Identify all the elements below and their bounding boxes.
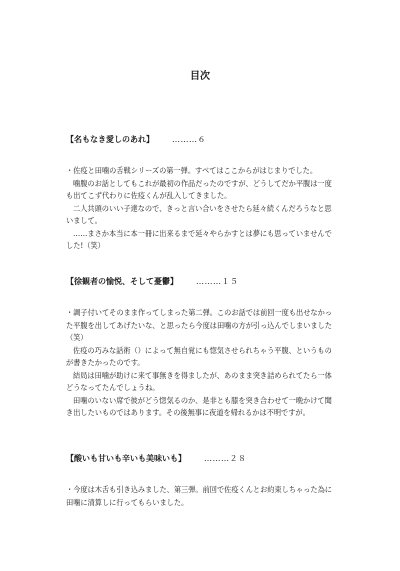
toc-entry-1 [66, 135, 338, 253]
entry-title: 【酸いも甘いも辛いも美味いも】 [66, 454, 186, 463]
entry-paragraph: ……まさか本当に本一冊に出来るまで延々やらかすとは夢にも思っていませんでした!（笑） [66, 228, 332, 250]
entry-heading [66, 454, 338, 464]
page-title: 目次 [190, 71, 210, 82]
entry-paragraph: 噛腹のお話としてもこれが最初の作品だったのですが、どうしてだか平腹は一度も出てこず代わりに佐疫くんが乱入してきました。 [66, 178, 332, 200]
entry-paragraph: 佐疫の巧みな話術（）によって無自覚にも惚気させられちゃう平腹、というものが書きたかったのです。 [66, 345, 332, 367]
entry-paragraph: ・今度は木舌も引き込みました、第三弾。前回で佐疫くんとお約束しちゃった為に田噛に清算しに行ってもらいました。 [66, 485, 332, 507]
entry-heading [66, 277, 338, 287]
toc-entry-2 [66, 277, 338, 420]
entry-paragraph: ・佐疫と田噛の舌戦シリーズの第一弾。すべてはここからがはじまりでした。 [66, 166, 318, 175]
entry-heading [66, 135, 338, 145]
toc-entry-3 [66, 454, 338, 509]
page-reference: ………１５ [196, 277, 239, 286]
entry-paragraph: 二人共頭のいい子達なので、きっと言い合いをさせたら延々続くんだろうなと思いまして。 [66, 203, 332, 225]
entry-paragraph: 田噛のいない席で彼がどう惚気るのか、是非とも膝を突き合わせて一晩かけて聞き出したいものではあります。その後無事に夜道を帰れるかは不明ですが。 [66, 395, 332, 417]
entry-paragraph: 結局は田噛が助けに来て事無きを得ましたが、あのまま突き詰められてたら一体どうなってたんでしょうね。 [66, 370, 332, 392]
page-reference: ………２８ [204, 454, 247, 463]
page-reference: ………６ [172, 135, 206, 144]
entry-title: 【徐観者の愉悦、そして憂鬱】 [66, 277, 178, 286]
entry-title: 【名もなき愛しのあれ】 [66, 135, 154, 144]
entry-paragraph: ・調子付いてそのまま作ってしまった第二弾。このお話では前回一度も出せなかった平腹を出してあげたいな、と思ったら今度は田噛の方が引っ込んでしまいました（笑） [66, 308, 332, 342]
